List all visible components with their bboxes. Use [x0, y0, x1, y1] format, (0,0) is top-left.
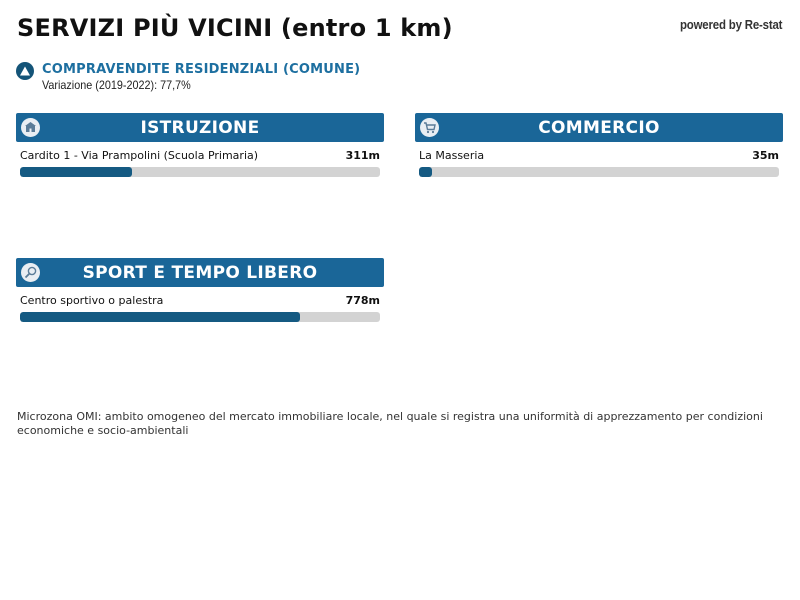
card-title-sport: SPORT E TEMPO LIBERO	[82, 262, 318, 283]
school-icon	[21, 118, 40, 137]
service-distance: 778m	[345, 294, 380, 307]
distance-bar	[419, 167, 779, 177]
distance-bar-fill	[20, 312, 300, 322]
distance-bar	[20, 167, 380, 177]
card-title-commercio: COMMERCIO	[538, 117, 660, 138]
card-sport	[16, 258, 384, 322]
distance-bar-fill	[419, 167, 432, 177]
distance-bar	[20, 312, 380, 322]
shopping-cart-icon	[420, 118, 439, 137]
footnote: Microzona OMI: ambito omogeneo del mercato immobiliare locale, nel quale si registra una uniformità di apprezzamento per condizioni economiche e socio-ambientali	[17, 410, 763, 437]
service-name: Cardito 1 - Via Prampolini (Scuola Primaria)	[20, 149, 259, 162]
distance-bar-fill	[20, 167, 132, 177]
service-distance: 35m	[752, 149, 779, 162]
tennis-racket-icon	[21, 263, 40, 282]
triangle-up-icon	[16, 62, 34, 80]
card-title-istruzione: ISTRUZIONE	[140, 117, 260, 138]
card-header-sport	[16, 258, 384, 287]
card-istruzione	[16, 113, 384, 177]
card-commercio	[415, 113, 783, 177]
list-item	[20, 149, 380, 165]
card-header-commercio	[415, 113, 783, 142]
sales-title: COMPRAVENDITE RESIDENZIALI (COMUNE)	[42, 62, 361, 77]
list-item	[419, 149, 779, 165]
service-distance: 311m	[345, 149, 380, 162]
card-header-istruzione	[16, 113, 384, 142]
powered-by-label: powered by Re-stat	[679, 17, 782, 32]
page-title: SERVIZI PIÙ VICINI (entro 1 km)	[17, 14, 453, 42]
service-name: La Masseria	[419, 149, 485, 162]
service-name: Centro sportivo o palestra	[20, 294, 164, 307]
sales-variation: Variazione (2019-2022): 77,7%	[42, 78, 191, 92]
list-item	[20, 294, 380, 310]
